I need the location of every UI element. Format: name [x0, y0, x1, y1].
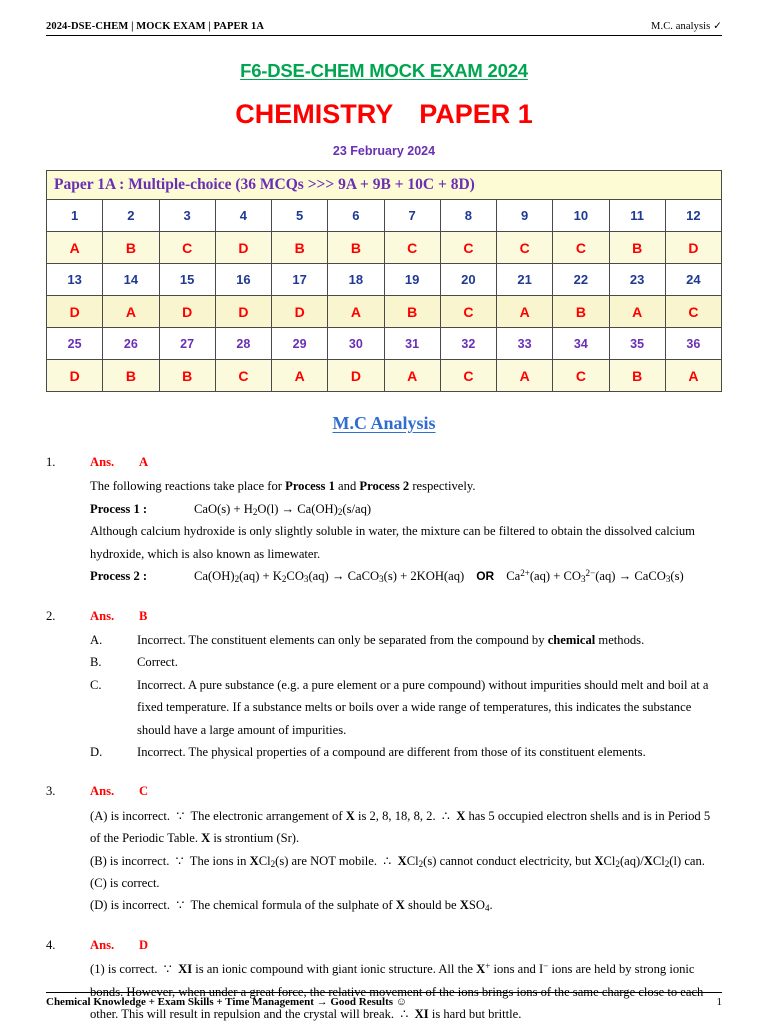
q1-process2-equation: $Ca(OH)_2(aq) + K_2CO_3(aq)$ → CaCO$_3$(s) + 2KOH(aq) OR $Ca^{2+}(aq) + CO_3^{2-}(aq)$ → CaCO$_3$(s) [194, 568, 684, 585]
q1-intro-pre: The following reactions take place for [90, 479, 286, 494]
question-block-1 [46, 451, 722, 588]
question-number-cell: 12 [665, 200, 721, 232]
answer-letter-cell: B [159, 360, 215, 392]
answer-letter-cell: C [553, 360, 609, 392]
q2-option-a-key: A. [90, 632, 103, 647]
question-number-row [47, 264, 722, 296]
answer-letter-cell: C [215, 360, 271, 392]
question-number-1: 1. [46, 455, 56, 469]
answer-letter-row [47, 296, 722, 328]
subject-title [46, 99, 722, 130]
question-number-cell: 5 [272, 200, 328, 232]
question-number-row [47, 328, 722, 360]
q2-option-a [90, 629, 722, 651]
question-body-3 [90, 805, 722, 917]
answer-letter-cell: B [609, 232, 665, 264]
q1-note: Although calcium hydroxide is only slightly soluble in water, the mixture can be filtered to obtain the dissolved calcium hydroxide, which is also known as limewater. [90, 524, 695, 561]
answer-letter-cell: A [384, 360, 440, 392]
q2-a-pre: Incorrect. The constituent elements can only be separated from the compound by [137, 632, 548, 647]
answer-letter-cell: D [47, 360, 103, 392]
answer-letter-cell: B [103, 232, 159, 264]
question-number-cell: 6 [328, 200, 384, 232]
ans-label-3: Ans. [90, 784, 115, 799]
question-number-4: 4. [46, 937, 56, 952]
running-header [46, 0, 722, 36]
question-number-cell: 24 [665, 264, 721, 296]
question-number-3: 3. [46, 784, 56, 799]
q2-option-b-text: Correct. [137, 655, 178, 670]
question-number-cell: 4 [215, 200, 271, 232]
question-number-cell: 27 [159, 328, 215, 360]
q1-process1-row [90, 498, 722, 520]
answer-letter-cell: B [272, 232, 328, 264]
ans-value-3: C [139, 784, 149, 799]
question-number-cell: 34 [553, 328, 609, 360]
answer-letter-cell: B [103, 360, 159, 392]
question-number-cell: 21 [497, 264, 553, 296]
answer-letter-cell: C [553, 232, 609, 264]
ans-label-4: Ans. [90, 937, 115, 952]
question-number-cell: 33 [497, 328, 553, 360]
answer-letter-cell: B [384, 296, 440, 328]
question-number-cell: 13 [47, 264, 103, 296]
header-left-text: 2024-DSE-CHEM | MOCK EXAM | PAPER 1A [46, 21, 265, 32]
question-number-row [47, 200, 722, 232]
ans-label-1: Ans. [90, 455, 115, 469]
question-number-cell: 10 [553, 200, 609, 232]
exam-date: 23 February 2024 [332, 144, 436, 158]
q2-option-c [90, 674, 722, 741]
answer-letter-cell: D [47, 296, 103, 328]
question-number-cell: 17 [272, 264, 328, 296]
ans-value-2: B [139, 608, 148, 623]
paper-name: PAPER 1 [419, 99, 533, 129]
question-number-cell: 30 [328, 328, 384, 360]
q2-option-c-text: Incorrect. A pure substance (e.g. a pure element or a pure compound) without impurities should melt and boil at a fixed temperature. If a substance melts or boils over a wide range of temperatures, this indicates the substance should have a large amount of impurities. [137, 677, 709, 737]
answer-line-4 [46, 934, 722, 956]
q1-process1-ref: Process 1 [285, 479, 335, 494]
answer-letter-row [47, 232, 722, 264]
question-number-cell: 20 [440, 264, 496, 296]
header-right-text: M.C. analysis ✓ [651, 21, 722, 32]
answer-letter-cell: B [609, 360, 665, 392]
answer-letter-cell: D [328, 360, 384, 392]
question-number-cell: 29 [272, 328, 328, 360]
answer-letter-cell: C [665, 296, 721, 328]
answer-line-3 [46, 780, 722, 802]
question-number-cell: 2 [103, 200, 159, 232]
answer-table-body [47, 171, 722, 392]
answer-letter-cell: A [103, 296, 159, 328]
answer-letter-cell: D [215, 296, 271, 328]
question-number-cell: 36 [665, 328, 721, 360]
mc-analysis-heading: M.C Analysis [332, 413, 436, 433]
q1-intro-mid: and [334, 479, 360, 494]
answer-letter-cell: B [553, 296, 609, 328]
q2-option-d-key: D. [90, 744, 103, 759]
answer-letter-cell: C [440, 360, 496, 392]
q1-process2-key: Process 2 : [90, 569, 148, 584]
q2-a-bold: chemical [547, 632, 596, 647]
question-number-2: 2. [46, 608, 56, 623]
answer-letter-cell: C [497, 232, 553, 264]
answer-letter-cell: C [440, 232, 496, 264]
question-number-cell: 31 [384, 328, 440, 360]
answer-letter-cell: C [384, 232, 440, 264]
answer-letter-cell: A [328, 296, 384, 328]
q2-option-b [90, 651, 722, 673]
q2-option-d [90, 741, 722, 763]
answer-letter-cell: D [665, 232, 721, 264]
q1-process2-ref: Process 2 [359, 479, 410, 494]
answer-letter-cell: D [159, 296, 215, 328]
q1-process1-key: Process 1 : [90, 501, 148, 516]
banner-row [47, 171, 722, 200]
question-number-cell: 14 [103, 264, 159, 296]
question-number-cell: 22 [553, 264, 609, 296]
paper-banner: Paper 1A : Multiple-choice (36 MCQs >>> 9A + 9B + 10C + 8D) [47, 171, 722, 200]
q2-option-a-text [137, 629, 722, 651]
running-footer [46, 992, 722, 1008]
q3-line-a: (A) is incorrect. ∵ The electronic arrangement of X is 2, 8, 18, 8, 2. ∴ X has 5 occupied electron shells and is in Period 5 of the Periodic Table. X is strontium (Sr). [90, 808, 711, 846]
question-body-2 [90, 629, 722, 763]
question-number-cell: 19 [384, 264, 440, 296]
question-number-cell: 7 [384, 200, 440, 232]
question-block-3 [46, 780, 722, 916]
answer-letter-cell: D [272, 296, 328, 328]
question-number-cell: 1 [47, 200, 103, 232]
answer-letter-row [47, 360, 722, 392]
ans-value-4: D [139, 937, 149, 952]
q1-or-label: OR [476, 569, 495, 584]
question-number-cell: 32 [440, 328, 496, 360]
q1-process1-equation: $CaO(s) + H_2O(l) \to Ca(OH)_2(s/aq)$ [194, 501, 372, 517]
ans-label-2: Ans. [90, 608, 115, 623]
q2-a-post: methods. [595, 632, 645, 647]
answer-line-2 [46, 605, 722, 627]
q2-option-d-text: Incorrect. The physical properties of a compound are different from those of its constituent elements. [137, 744, 646, 759]
q1-intro [90, 475, 722, 497]
answer-letter-cell: B [328, 232, 384, 264]
question-number-cell: 28 [215, 328, 271, 360]
q3-line-c: (C) is correct. [90, 875, 160, 890]
subject-name: CHEMISTRY [235, 99, 394, 129]
question-number-cell: 18 [328, 264, 384, 296]
answer-letter-cell: A [497, 296, 553, 328]
answer-line-1 [46, 451, 722, 473]
q2-option-c-key: C. [90, 677, 102, 692]
answer-letter-cell: C [440, 296, 496, 328]
question-number-cell: 16 [215, 264, 271, 296]
question-block-2 [46, 605, 722, 764]
footer-motto: Chemical Knowledge + Exam Skills + Time Management → Good Results ☺ [46, 996, 408, 1008]
footer-page-number: 1 [716, 996, 722, 1008]
question-number-cell: 15 [159, 264, 215, 296]
q2-option-b-key: B. [90, 655, 102, 670]
ans-value-1: A [139, 455, 149, 469]
q3-line-d: (D) is incorrect. ∵ The chemical formula of the sulphate of X should be $XSO_4$. [90, 898, 493, 914]
question-body-1 [90, 475, 722, 587]
q1-process2-row [90, 565, 722, 587]
answer-letter-cell: A [609, 296, 665, 328]
answer-key-table [46, 170, 722, 392]
answer-letter-cell: C [159, 232, 215, 264]
question-number-cell: 11 [609, 200, 665, 232]
q1-intro-post: respectively. [409, 479, 476, 494]
question-number-cell: 23 [609, 264, 665, 296]
question-number-cell: 25 [47, 328, 103, 360]
answer-table-container [46, 170, 722, 392]
question-number-cell: 26 [103, 328, 159, 360]
answer-letter-cell: D [215, 232, 271, 264]
answer-letter-cell: A [272, 360, 328, 392]
question-block-4 [46, 934, 722, 1026]
page-title: F6-DSE-CHEM MOCK EXAM 2024 [240, 60, 528, 81]
q4-line-1: (1) is correct. ∵ XI is an ionic compound with giant ionic structure. All the X+ ions and I− ions are held by strong ionic bonds. However, when under a great force, the relative movement of the ions brings ions of the same charge close to each other. This will result in repulsion and the crystal will break. ∴ XI is hard but brittle. [90, 961, 704, 1022]
q3-line-b: (B) is incorrect. ∵ The ions in XCl$_2$(s) are NOT mobile. ∴ XCl$_2$(s) cannot conduct electricity, but XCl$_2$(aq)/XCl$_2$(l) can. [90, 853, 705, 869]
answer-letter-cell: A [665, 360, 721, 392]
answer-letter-cell: A [497, 360, 553, 392]
question-number-cell: 3 [159, 200, 215, 232]
question-number-cell: 8 [440, 200, 496, 232]
question-number-cell: 35 [609, 328, 665, 360]
answer-letter-cell: A [47, 232, 103, 264]
question-number-cell: 9 [497, 200, 553, 232]
